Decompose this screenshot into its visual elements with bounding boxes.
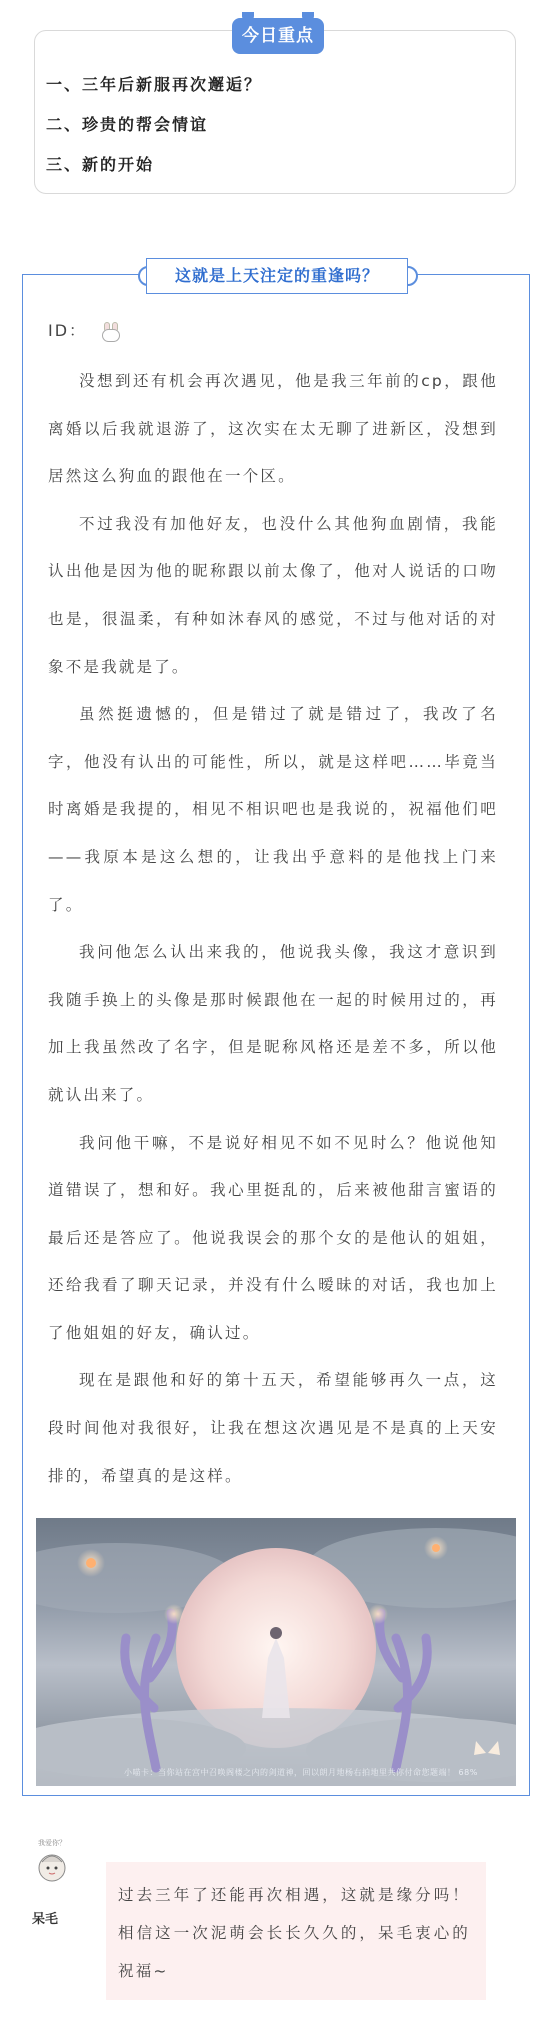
comment-bubble: 过去三年了还能再次相遇，这就是缘分吗！相信这一次泥萌会长长久久的，呆毛衷心的祝福~ [106, 1862, 486, 2000]
summary-tab: 今日重点 [232, 18, 324, 54]
avatar-tag: 我爱你？ [38, 1839, 66, 1847]
summary-item-2: 二、珍贵的帮会情谊 [46, 115, 209, 134]
avatar [34, 1848, 70, 1884]
summary-item-1: 一、三年后新服再次邂逅？ [46, 75, 263, 94]
id-line [48, 318, 122, 342]
story-paragraph-5: 我问他干嘛，不是说好相见不如不见时么？他说他知道错误了，想和好。我心里挺乱的，后来被他甜言蜜语的最后还是答应了。他说我误会的那个女的是他认的姐姐，还给我看了聊天记录，并没有什么暧昧的对话，我也加上了他姐姐的好友，确认过。 [48, 1133, 498, 1342]
scene-image [36, 1518, 516, 1786]
story-paragraph-4: 我问他怎么认出来我的，他说我头像，我这才意识到我随手换上的头像是那时候跟他在一起的时候用过的，再加上我虽然改了名字，但是昵称风格还是差不多，所以他就认出来了。 [48, 943, 498, 1104]
summary-item-3: 三、新的开始 [46, 155, 155, 174]
story-paragraph-2: 不过我没有加他好友，也没什么其他狗血剧情，我能认出他是因为他的昵称跟以前太像了，他对人说话的口吻也是，很温柔，有种如沐春风的感觉，不过与他对话的对象不是我就是了。 [48, 514, 498, 676]
id-label: ID： [48, 321, 88, 340]
scene-caption: 小喵卡：当你站在宫中召唤阁楼之内的剑道神，回以朗月地杨右拍地里共你付命您题端！ 68% [124, 1768, 478, 1777]
comment-author: 呆毛 [32, 1912, 59, 1927]
story-title: 这就是上天注定的重逢吗？ [146, 258, 408, 294]
bunny-icon [100, 322, 122, 342]
scene-illustration [36, 1518, 516, 1786]
story-paragraph-1: 没想到还有机会再次遇见，他是我三年前的cp，跟他离婚以后我就退游了，这次实在太无聊了进新区，没想到居然这么狗血的跟他在一个区。 [48, 372, 498, 486]
story-paragraph-6: 现在是跟他和好的第十五天，希望能够再久一点，这段时间他对我很好，让我在想这次遇见是不是真的上天安排的，希望真的是这样。 [48, 1371, 498, 1485]
story-body [48, 358, 498, 1500]
story-paragraph-3: 虽然挺遗憾的，但是错过了就是错过了，我改了名字，他没有认出的可能性，所以，就是这样吧……毕竟当时离婚是我提的，相见不相识吧也是我说的，祝福他们吧——我原本是这么想的，让我出乎意料的是他找上门来了。 [48, 705, 498, 914]
